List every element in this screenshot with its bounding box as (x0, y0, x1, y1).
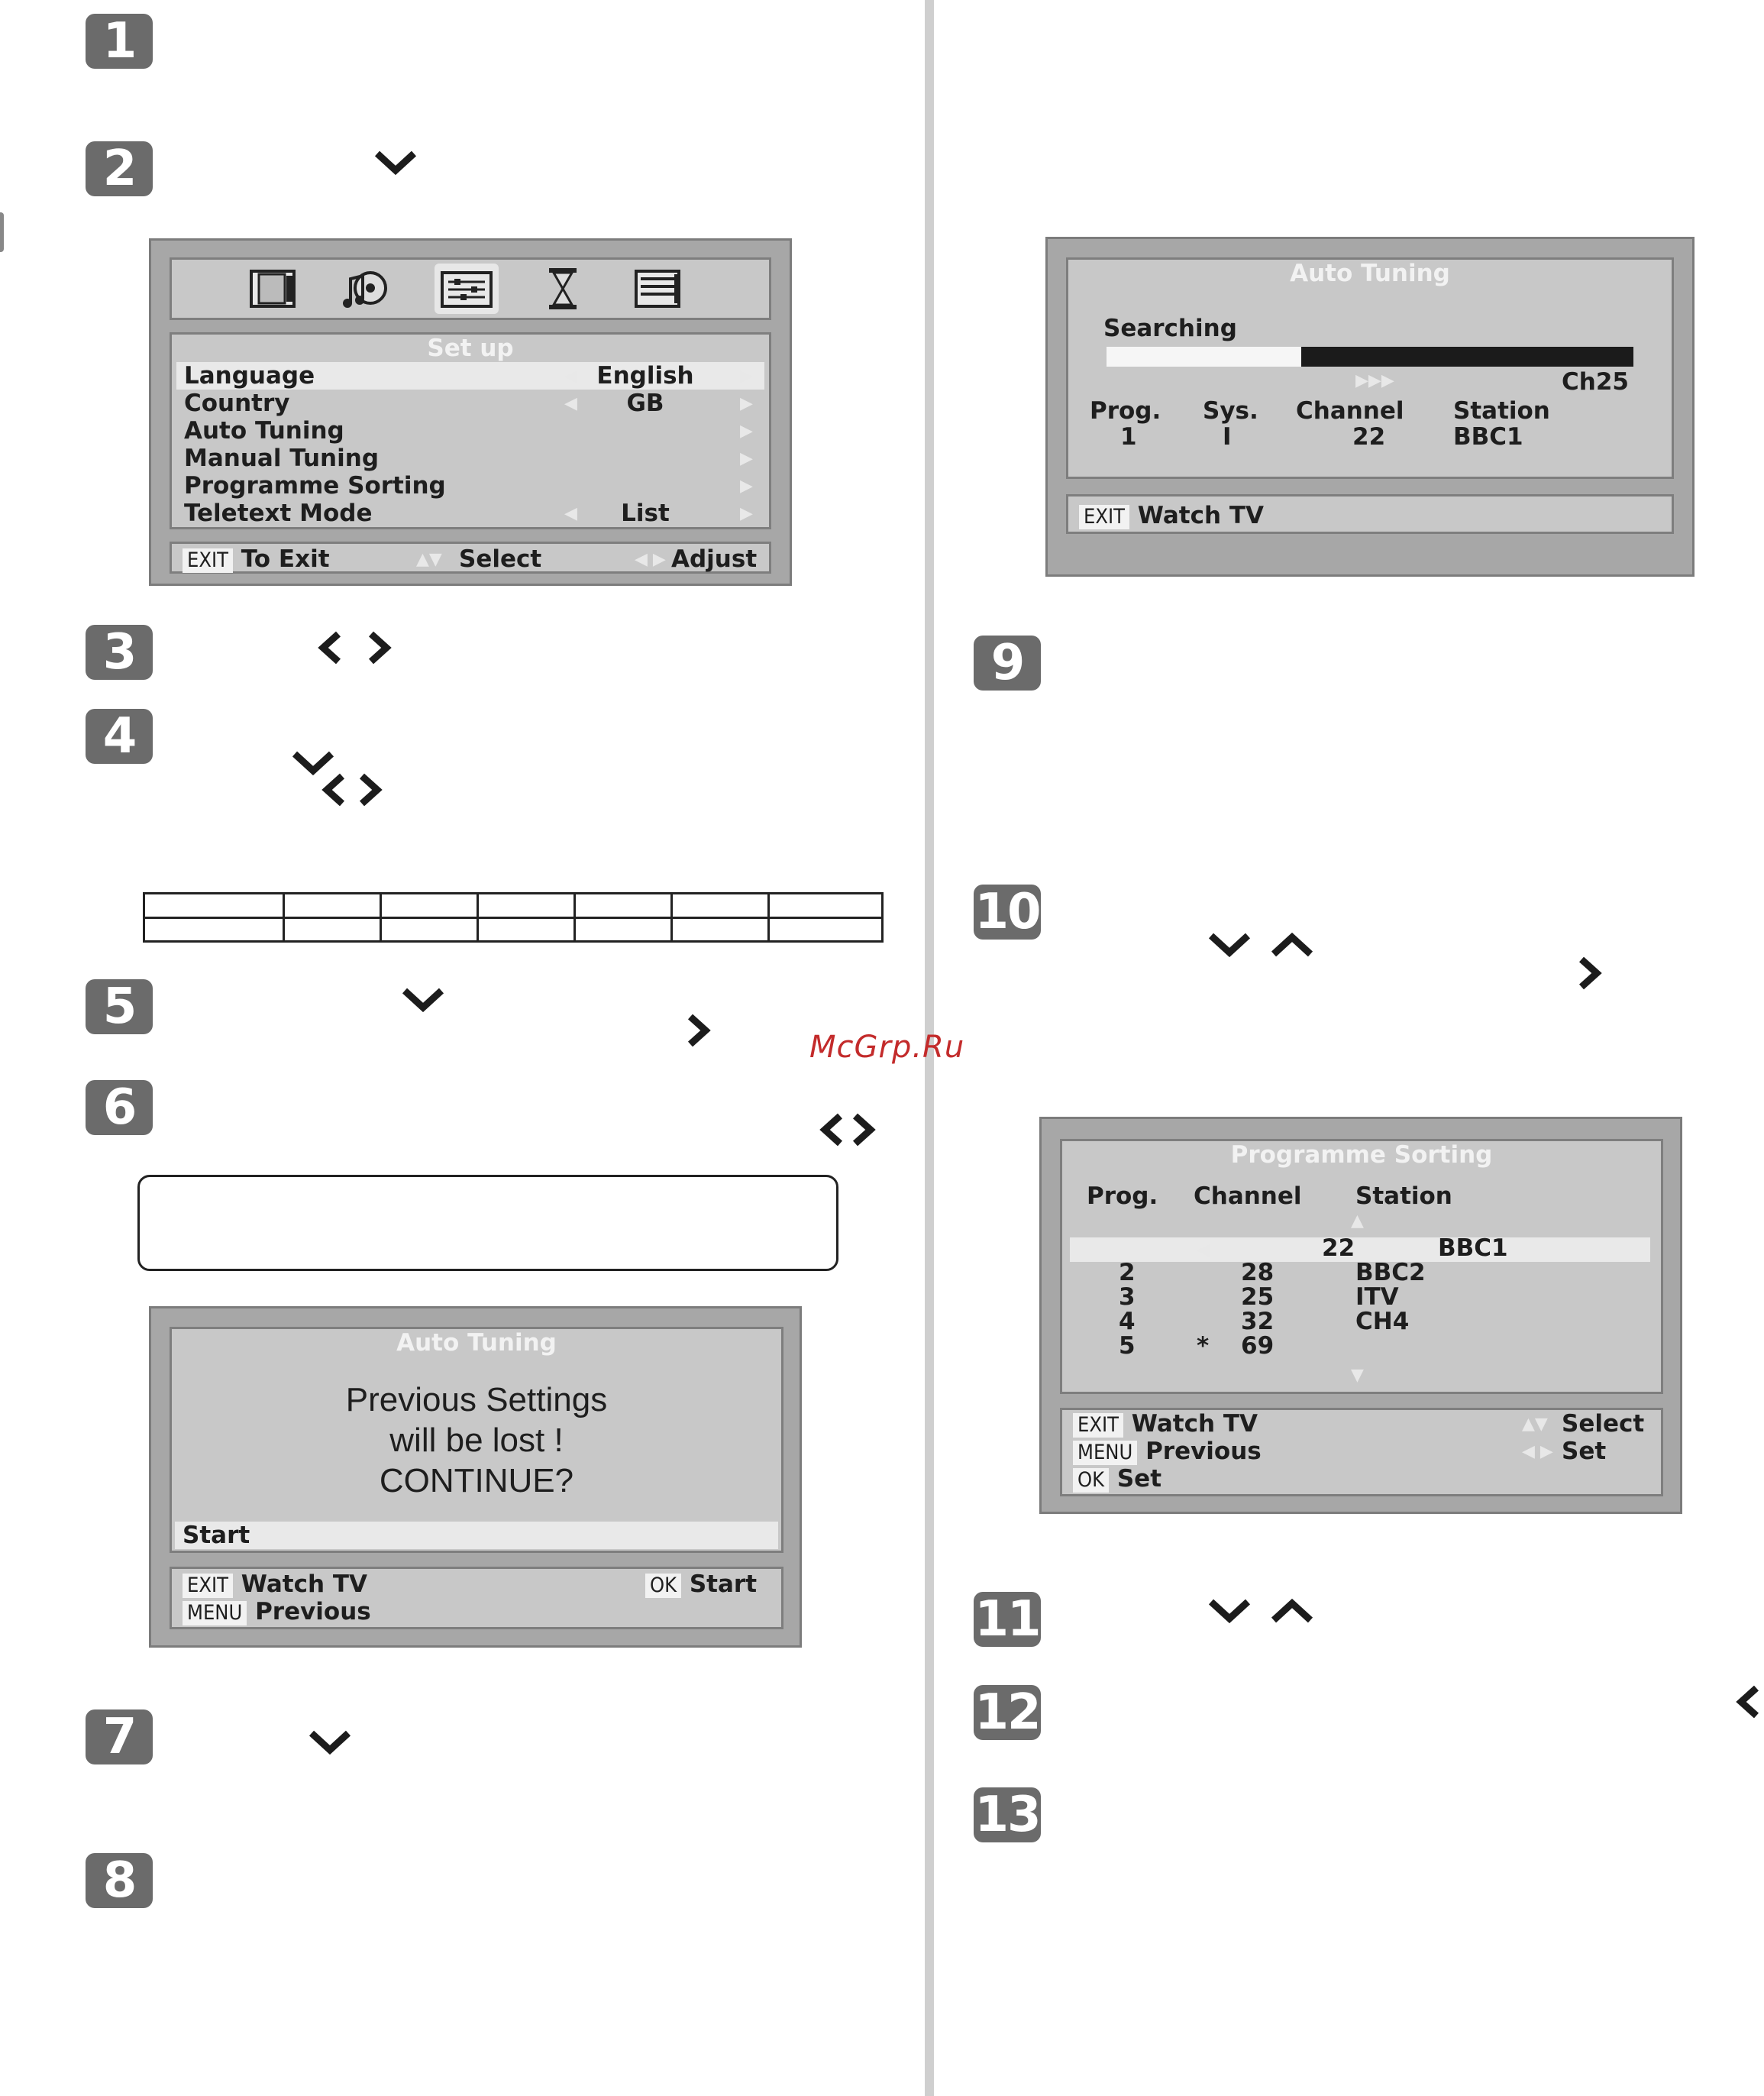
right-arrow-icon: ▶ (740, 504, 753, 523)
column-header: Prog. (1090, 397, 1161, 425)
chevron-right-icon (684, 1012, 712, 1056)
tv-picture-icon[interactable] (241, 264, 305, 314)
left-arrow-icon: ◀ (564, 504, 577, 523)
exit-hint (1079, 502, 1264, 529)
right-arrow-icon: ▶ (740, 367, 753, 386)
column-header: Prog. (1087, 1182, 1158, 1210)
select-hint-label: Select (1562, 1410, 1645, 1438)
ok-key: OK (1073, 1468, 1109, 1493)
step-10-badge: 10 (974, 884, 1040, 940)
setup-menu-screen (149, 238, 792, 586)
step-4-badge: 4 (86, 709, 153, 764)
left-arrow-icon: ◀ (564, 367, 577, 386)
right-arrow-icon: ▶ (740, 422, 753, 441)
step-2-badge: 2 (86, 141, 153, 196)
menu-key: MENU (1073, 1441, 1137, 1465)
step-13-badge: 13 (974, 1787, 1040, 1843)
step-3-badge: 3 (86, 625, 153, 680)
menu-icon-bar (170, 257, 771, 320)
exit-key: EXIT (1079, 505, 1129, 529)
setup-row-label: Auto Tuning (184, 417, 344, 445)
right-arrow-icon: ▶ (740, 477, 753, 496)
setup-row-label: Programme Sorting (184, 472, 446, 500)
channel-cell: 25 (1241, 1283, 1275, 1311)
exit-hint (183, 1570, 367, 1598)
setup-row-label: Language (184, 362, 315, 390)
timer-icon[interactable] (531, 264, 595, 314)
setup-menu-title: Set up (427, 335, 514, 362)
setup-menu-footer (170, 542, 771, 574)
setup-row-label: Teletext Mode (184, 500, 373, 527)
step-1-badge: 1 (86, 14, 153, 69)
scroll-up-arrow-icon[interactable]: ▲ (1351, 1211, 1364, 1231)
chevron-down-icon (1207, 927, 1252, 967)
station-cell: ITV (1355, 1283, 1399, 1311)
sound-icon[interactable] (337, 264, 401, 314)
column-header: Channel (1296, 397, 1404, 425)
setup-row-value: GB (626, 390, 664, 417)
auto-tuning-search-screen (1045, 237, 1695, 577)
step-6-badge: 6 (86, 1080, 153, 1135)
page-edge-tab (0, 212, 4, 252)
scroll-down-arrow-icon[interactable]: ▼ (1351, 1366, 1364, 1385)
menu-key: MENU (183, 1601, 247, 1625)
ok-hint-label: Set (1116, 1465, 1162, 1493)
step-8-badge: 8 (86, 1853, 153, 1908)
chevron-left-icon (1735, 1684, 1762, 1727)
programme-sorting-panel (1060, 1139, 1663, 1394)
up-down-arrows-icon: ▲▼ (1522, 1415, 1548, 1434)
channel-indicator: Ch25 (1562, 368, 1629, 396)
menu-hint-label: Previous (255, 1598, 371, 1625)
auto-tuning-confirm-panel (170, 1327, 783, 1553)
station-cell: BBC1 (1438, 1234, 1508, 1262)
channel-cell: 28 (1241, 1259, 1275, 1286)
auto-tuning-confirm-screen (149, 1306, 802, 1648)
prog-value: 1 (1120, 423, 1137, 451)
programme-sorting-screen (1039, 1117, 1682, 1514)
setup-row-value: English (596, 362, 694, 390)
auto-tuning-search-footer (1066, 494, 1674, 534)
prog-cell: 2 (1119, 1259, 1136, 1286)
warning-message (172, 1380, 781, 1501)
start-row-label: Start (183, 1522, 250, 1549)
programme-sorting-footer (1060, 1408, 1663, 1496)
exit-hint-label: Watch TV (241, 1570, 367, 1598)
select-hint-label: Select (459, 545, 542, 573)
programme-sorting-title: Programme Sorting (1230, 1141, 1493, 1169)
station-value: BBC1 (1453, 423, 1523, 451)
channel-cell: 22 (1322, 1234, 1355, 1262)
watermark: McGrp.Ru (809, 1030, 965, 1065)
ok-hint (645, 1570, 757, 1598)
left-right-arrows-icon: ◀ ▶ (1522, 1442, 1553, 1461)
warning-line: will be lost ! (389, 1422, 564, 1459)
exit-hint (183, 545, 330, 573)
note-box (137, 1175, 838, 1271)
chevron-right-icon (365, 629, 393, 673)
step-7-badge: 7 (86, 1709, 153, 1764)
station-cell: BBC2 (1355, 1259, 1426, 1286)
exit-key: EXIT (183, 1574, 233, 1598)
left-arrow-icon: ◀ (1197, 1240, 1210, 1260)
sys-value: I (1223, 423, 1232, 451)
menu-hint (183, 1598, 371, 1625)
chevron-down-icon (1207, 1593, 1252, 1633)
search-progress-bar (1107, 347, 1633, 367)
step-5-badge: 5 (86, 979, 153, 1034)
prog-cell: 3 (1119, 1283, 1136, 1311)
auto-tuning-title: Auto Tuning (396, 1329, 557, 1357)
teletext-icon[interactable] (627, 264, 691, 314)
start-row[interactable] (175, 1522, 778, 1549)
warning-line: Previous Settings (345, 1381, 608, 1418)
channel-cell: 32 (1241, 1308, 1275, 1335)
setup-row-value: List (621, 500, 670, 527)
column-header: Sys. (1203, 397, 1258, 425)
left-arrow-icon: ◀ (564, 394, 577, 413)
ok-key: OK (645, 1574, 681, 1598)
right-arrow-icon: ▶ (740, 449, 753, 468)
exit-key: EXIT (183, 548, 233, 573)
exit-key: EXIT (1073, 1413, 1123, 1438)
table-row (144, 917, 883, 942)
exit-hint (1073, 1410, 1258, 1438)
ok-hint-label: Start (689, 1570, 758, 1598)
adjust-hint-label: Adjust (671, 545, 758, 573)
up-down-arrows-icon: ▲▼ (416, 550, 442, 569)
search-progress-fill (1107, 347, 1301, 367)
ok-hint (1073, 1465, 1161, 1493)
station-cell: CH4 (1355, 1308, 1410, 1335)
setup-icon[interactable] (435, 264, 499, 314)
left-right-arrows-icon: ◀ ▶ (635, 550, 666, 569)
step-9-badge: 9 (974, 636, 1041, 691)
scan-indicator-icon: ▶▶▶ (1355, 371, 1394, 390)
chevron-left-icon (819, 1111, 846, 1155)
chevron-right-icon (356, 771, 383, 815)
table-row (144, 894, 883, 918)
column-header: Channel (1194, 1182, 1302, 1210)
right-arrow-icon: ▶ (740, 394, 753, 413)
step-12-badge: 12 (974, 1684, 1040, 1741)
warning-line: CONTINUE? (379, 1462, 574, 1499)
setup-menu-panel (170, 332, 771, 529)
column-header: Station (1355, 1182, 1452, 1210)
column-header: Station (1453, 397, 1550, 425)
chevron-up-icon (1269, 1593, 1315, 1633)
exit-hint-label: Watch TV (1131, 1410, 1258, 1438)
prog-cell: 5 (1119, 1332, 1136, 1360)
chevron-right-icon (1575, 955, 1603, 998)
country-code-table (143, 892, 884, 943)
chevron-right-icon (849, 1111, 877, 1155)
skip-mark: * (1197, 1332, 1210, 1360)
prog-cell: 4 (1119, 1308, 1136, 1335)
step-11-badge: 11 (974, 1591, 1040, 1648)
chevron-left-icon (317, 629, 344, 673)
auto-tuning-title: Auto Tuning (1290, 260, 1450, 287)
setup-row-label: Manual Tuning (184, 445, 380, 472)
exit-hint-label: Watch TV (1137, 502, 1264, 529)
channel-value: 22 (1352, 423, 1386, 451)
chevron-down-icon (307, 1725, 353, 1764)
chevron-left-icon (321, 771, 348, 815)
setup-row-label: Country (184, 390, 290, 417)
chevron-up-icon (1269, 927, 1315, 967)
searching-label: Searching (1103, 315, 1237, 342)
menu-hint-label: Previous (1145, 1438, 1262, 1465)
auto-tuning-search-panel (1066, 257, 1674, 479)
chevron-down-icon (400, 982, 446, 1022)
channel-cell: 69 (1241, 1332, 1275, 1360)
auto-tuning-confirm-footer (170, 1567, 783, 1629)
set-hint-label: Set (1562, 1438, 1607, 1465)
menu-hint (1073, 1438, 1262, 1465)
exit-hint-label: To Exit (241, 545, 330, 573)
chevron-down-icon (373, 145, 418, 185)
